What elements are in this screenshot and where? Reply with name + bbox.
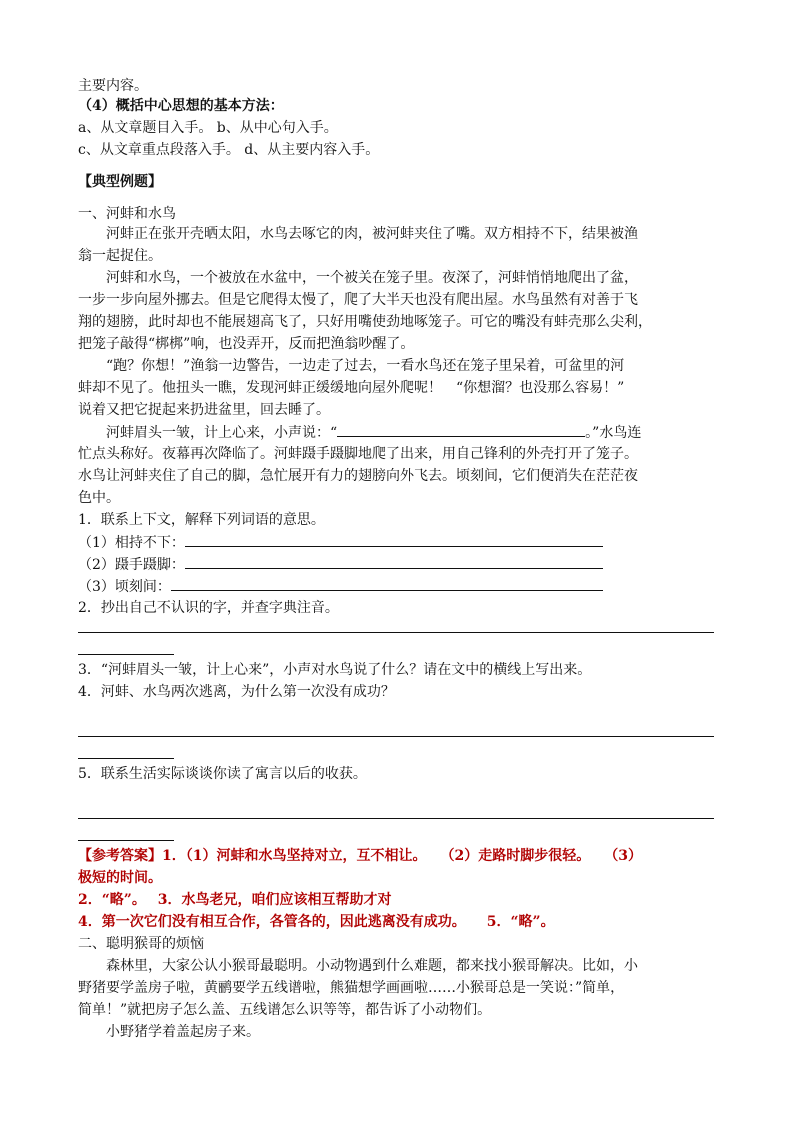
- answer-text: 4．第一次它们没有相互合作，各管各的，因此逃离没有成功。 5．“略”。: [78, 914, 555, 930]
- paragraph-line: 水鸟让河蚌夹住了自己的脚，急忙展开有力的翅膀向外飞去。顷刻间，它们便消失在茫茫夜: [78, 468, 638, 484]
- section-heading: 【典型例题】: [78, 174, 162, 190]
- answer-text: 1．（1）河蚌和水鸟坚持对立，互不相让。 （2）走路时脚步很轻。 （3）: [162, 848, 642, 864]
- paragraph-line: 河蚌正在张开壳晒太阳，水鸟去啄它的肉，被河蚌夹住了嘴。双方相持不下，结果被渔: [78, 226, 638, 242]
- question-2: 2．抄出自己不认识的字，并查字典注音。: [78, 600, 339, 616]
- answer-text: 极短的时间。: [78, 870, 162, 886]
- paragraph-line: 说着又把它捉起来扔进盆里，回去睡了。: [78, 402, 330, 418]
- paragraph-line: 蚌却不见了。他扭头一瞧，发现河蚌正缓缓地向屋外爬呢！ “你想溜？也没那么容易！”: [78, 380, 625, 396]
- paragraph-line: 色中。: [78, 490, 120, 506]
- question-5: 5．联系生活实际谈谈你读了寓言以后的收获。: [78, 766, 367, 782]
- answer-blank[interactable]: [185, 532, 603, 547]
- term-label: （3）顷刻间：: [78, 579, 171, 595]
- text-line: c、从文章重点段落入手。 d、从主要内容入手。: [78, 142, 380, 158]
- question-1-item: [78, 576, 603, 597]
- answer-key-line: [78, 846, 642, 866]
- text-line: a、从文章题目入手。 b、从中心句入手。: [78, 120, 338, 136]
- answer-line[interactable]: [78, 632, 714, 633]
- answer-key-label: 【参考答案】: [78, 848, 162, 864]
- paragraph-line: “跑？你想！”渔翁一边警告，一边走了过去，一看水鸟还在笼子里呆着，可盆里的河: [78, 358, 625, 374]
- paragraph-line: 小野猪学着盖起房子来。: [78, 1024, 260, 1040]
- question-1-item: [78, 554, 603, 575]
- answer-line[interactable]: [78, 840, 174, 841]
- paragraph-line: 简单！”就把房子怎么盖、五线谱怎么识等等，都告诉了小动物们。: [78, 1002, 492, 1018]
- paragraph-line: 一步一步向屋外挪去。但是它爬得太慢了，爬了大半天也没有爬出屋。水鸟虽然有对善于飞: [78, 292, 638, 308]
- paragraph-line: 翁一起捉住。: [78, 248, 162, 264]
- answer-line[interactable]: [78, 818, 714, 819]
- paragraph-line: 野猪要学盖房子啦，黄鹂要学五线谱啦，熊猫想学画画啦……小猴哥总是一笑说：”简单，: [78, 980, 625, 996]
- paragraph-text: 。”水鸟连: [585, 425, 642, 441]
- paragraph-line: 河蚌和水鸟，一个被放在水盆中，一个被关在笼子里。夜深了，河蚌悄悄地爬出了盆，: [78, 270, 638, 286]
- term-label: （2）蹑手蹑脚：: [78, 557, 185, 573]
- paragraph-text: 河蚌眉头一皱，计上心来，小声说：“: [78, 425, 338, 441]
- paragraph-line: 把笼子敲得“梆梆”响，也没弄开，反而把渔翁吵醒了。: [78, 336, 415, 352]
- question-4: 4．河蚌、水鸟两次逃离，为什么第一次没有成功？: [78, 684, 395, 700]
- story-title: 一、河蚌和水鸟: [78, 206, 176, 222]
- term-label: （1）相持不下：: [78, 535, 185, 551]
- story-title: 二、聪明猴哥的烦恼: [78, 936, 204, 952]
- answer-blank[interactable]: [171, 576, 603, 591]
- answer-text: 2．“略”。 3．水鸟老兄，咱们应该相互帮助才对: [78, 892, 392, 908]
- text-line: 主要内容。: [78, 78, 148, 94]
- question-3: 3．“河蚌眉头一皱，计上心来”，小声对水鸟说了什么？请在文中的横线上写出来。: [78, 662, 592, 678]
- answer-line[interactable]: [78, 736, 714, 737]
- method-heading: （4）概括中心思想的基本方法：: [78, 98, 284, 114]
- answer-blank[interactable]: [337, 422, 585, 437]
- paragraph-line: 森林里，大家公认小猴哥最聪明。小动物遇到什么难题，都来找小猴哥解决。比如，小: [78, 958, 638, 974]
- question-1: 1．联系上下文，解释下列词语的意思。: [78, 512, 325, 528]
- question-1-item: [78, 532, 603, 553]
- answer-line[interactable]: [78, 758, 174, 759]
- paragraph-line: 忙点头称好。夜幕再次降临了。河蚌蹑手蹑脚地爬了出来，用自己锋利的外壳打开了笼子。: [78, 446, 638, 462]
- answer-blank[interactable]: [185, 554, 603, 569]
- answer-line[interactable]: [78, 654, 174, 655]
- paragraph-line: [78, 422, 641, 443]
- paragraph-line: 翔的翅膀，此时却也不能展翅高飞了，只好用嘴使劲地啄笼子。可它的嘴没有蚌壳那么尖利，: [78, 314, 652, 330]
